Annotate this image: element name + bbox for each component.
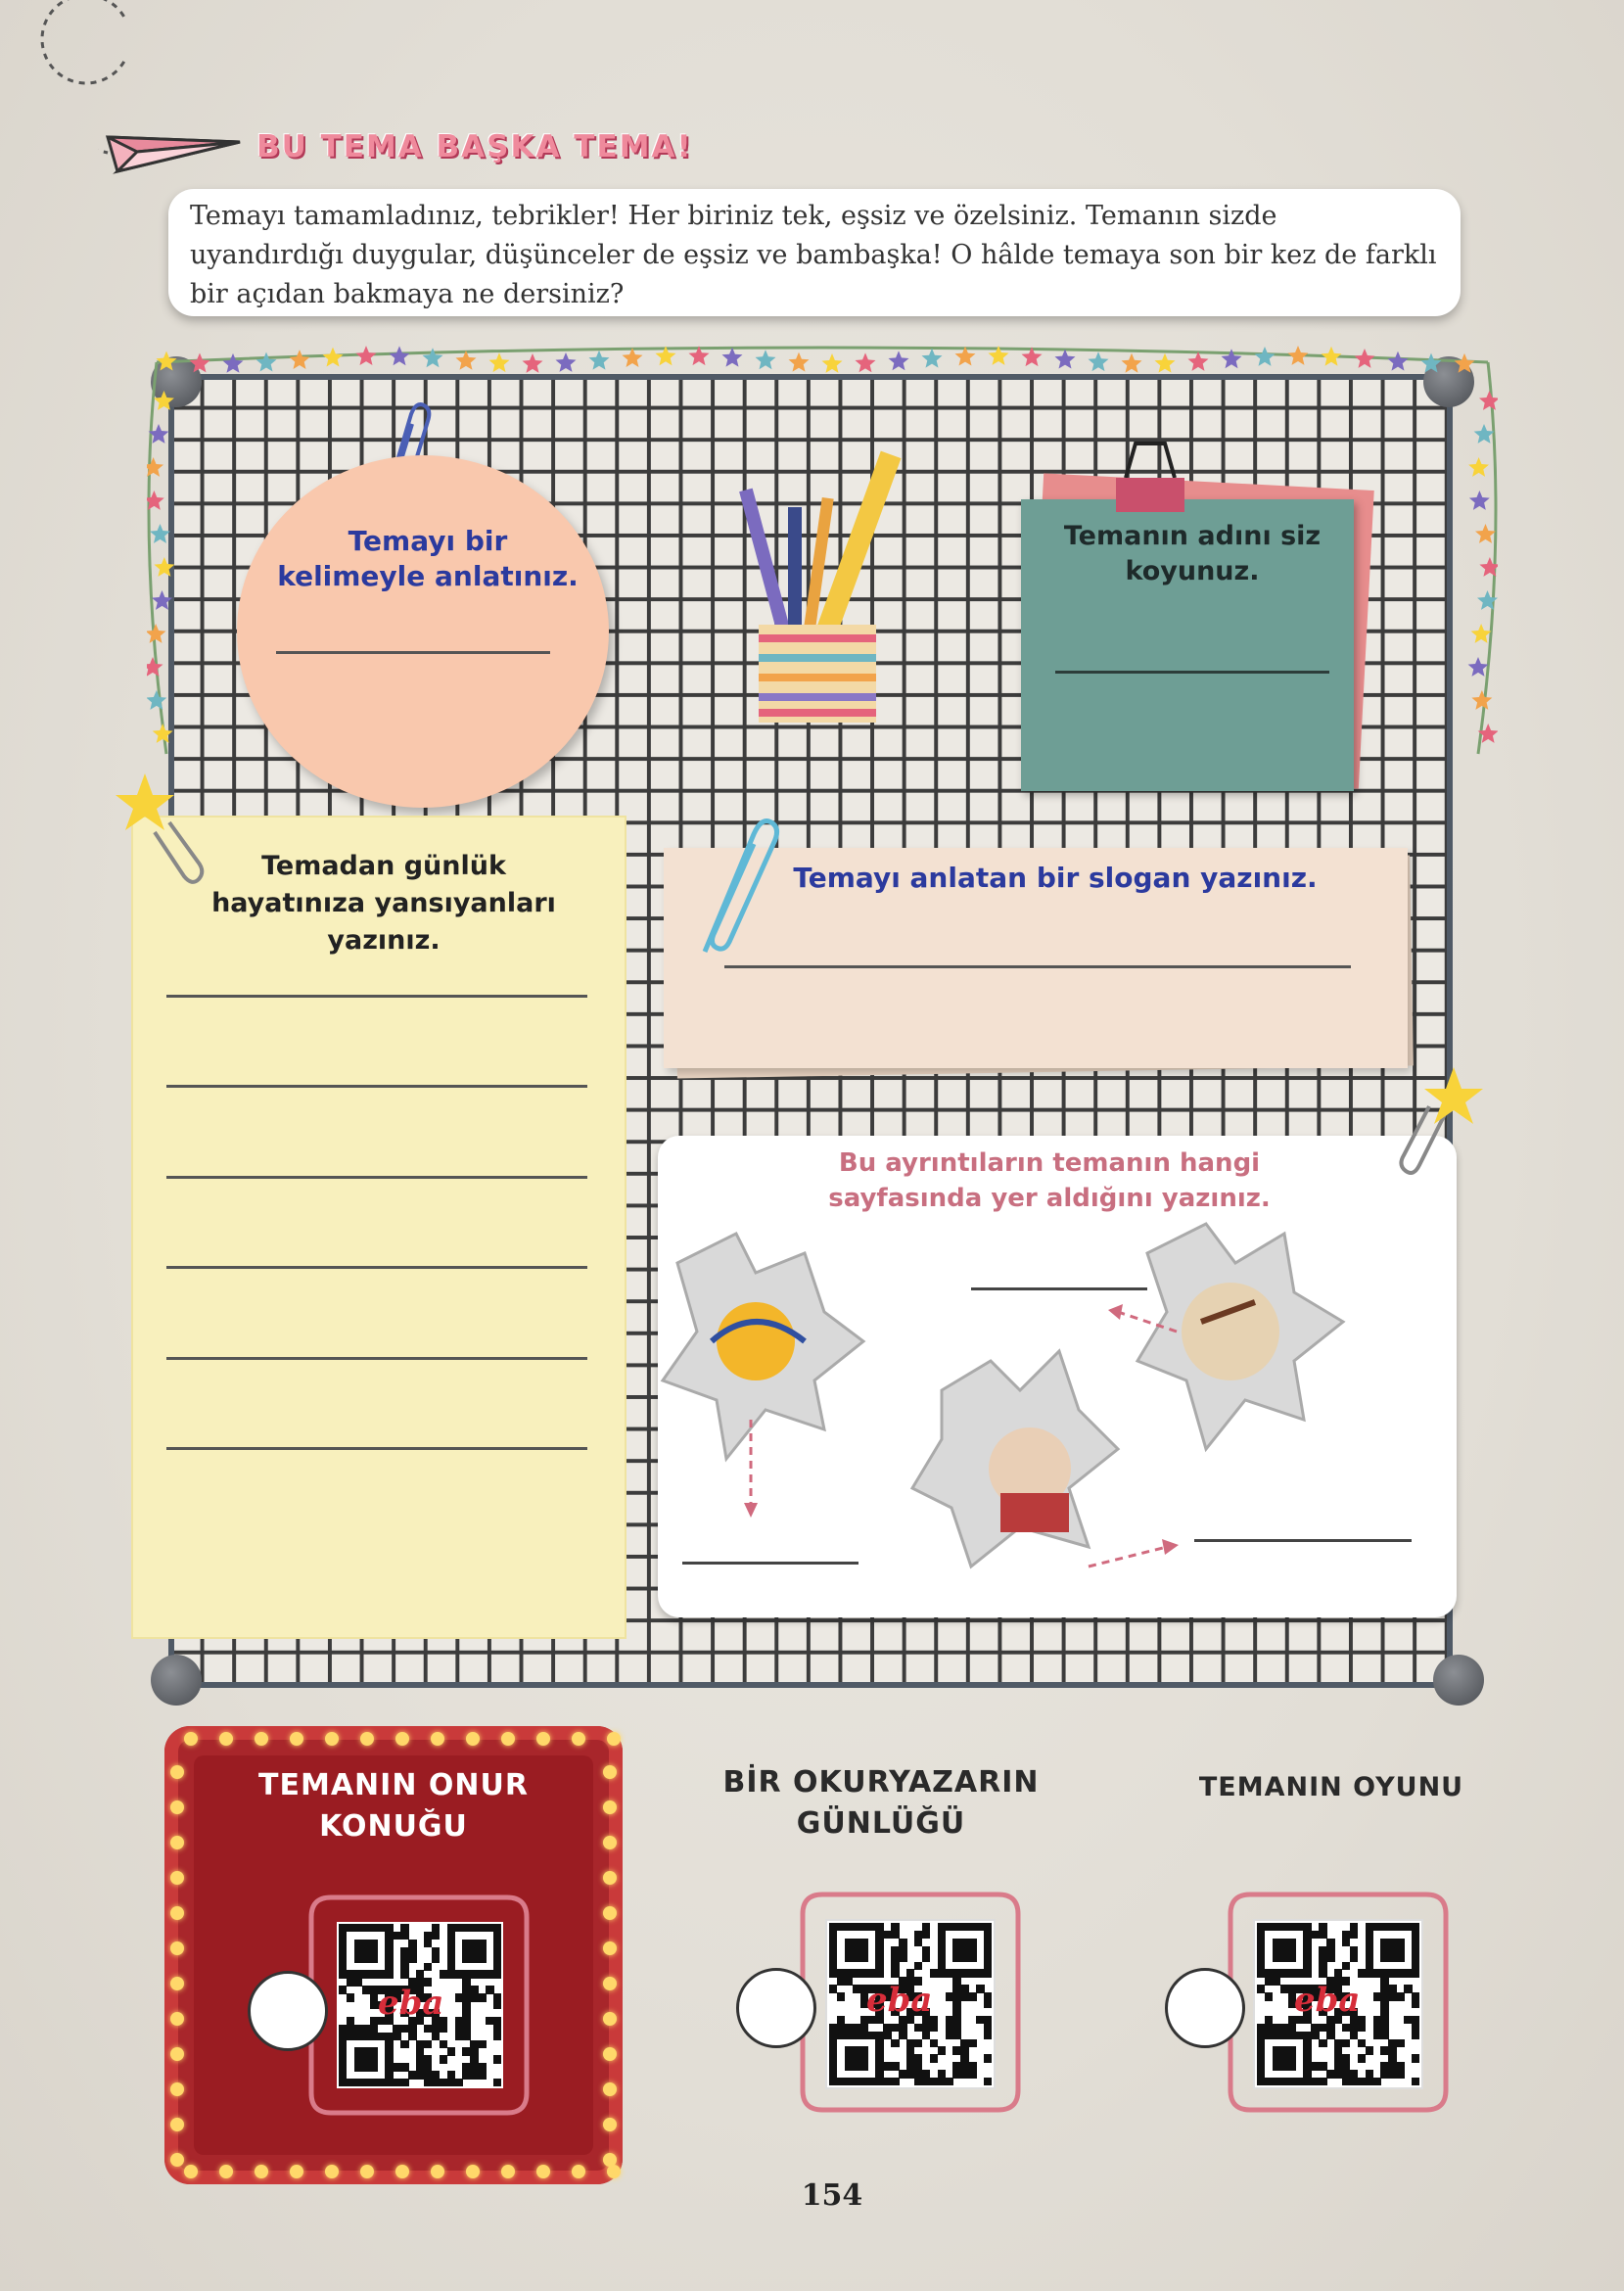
panel2-title: BİR OKURYAZARIN GÜNLÜĞÜ (722, 1765, 1040, 1841)
teal-prompt: Temanın adını siz koyunuz. (1063, 521, 1322, 586)
eba-logo: eba (866, 1981, 933, 2020)
star-paperclip-icon (1390, 1067, 1488, 1194)
qr-frame (292, 1878, 546, 2132)
intro-box (168, 189, 1461, 316)
torn-paper-illustrations (658, 1214, 1457, 1625)
answer-line[interactable] (276, 651, 550, 654)
star-paperclip-icon (116, 773, 213, 891)
answer-line[interactable] (166, 995, 587, 998)
honor-guest-panel (164, 1726, 623, 2184)
screw-icon (1433, 1655, 1484, 1706)
pencil-cup-icon (739, 439, 915, 732)
panel3-title: TEMANIN OYUNU (1198, 1772, 1464, 1802)
detail-prompt: Bu ayrıntıların temanın hangi sayfasında yer aldığını yazınız. (828, 1148, 1271, 1213)
answer-line[interactable] (166, 1176, 587, 1179)
page-number: 154 (801, 2178, 863, 2213)
paper-plane-icon (98, 108, 245, 186)
binder-clip-icon (1106, 439, 1194, 517)
answer-line[interactable] (166, 1085, 587, 1088)
section-title: BU TEMA BAŞKA TEMA! (256, 129, 693, 164)
circle-prompt: Temayı bir kelimeyle anlatınız. (277, 525, 579, 592)
intro-text: Temayı tamamladınız, tebrikler! Her biriniz tek, eşsiz ve özelsiniz. Temanın sizde uyandırdığı duygular, düşünceler de eşsiz ve bambaşka! O hâlde temaya son bir kez de farklı bir açıdan bakmaya ne dersiniz? (190, 201, 1437, 309)
panel1-title: TEMANIN ONUR KONUĞU (258, 1768, 529, 1844)
answer-line[interactable] (166, 1357, 587, 1360)
answer-line[interactable] (1055, 671, 1329, 674)
yellow-note (133, 818, 625, 1637)
phone-scan-icon (1165, 1968, 1245, 2048)
phone-scan-icon (248, 1971, 328, 2051)
yellow-prompt: Temadan günlük hayatınıza yansıyanları yazınız. (211, 851, 556, 956)
slogan-prompt: Temayı anlatan bir slogan yazınız. (793, 862, 1318, 894)
screw-icon (151, 1655, 202, 1706)
answer-line[interactable] (166, 1266, 587, 1269)
phone-scan-icon (736, 1968, 816, 2048)
paperclip-icon (685, 815, 783, 961)
answer-line[interactable] (724, 965, 1351, 968)
teal-note (1021, 499, 1354, 791)
eba-logo: eba (378, 1984, 444, 2023)
answer-line[interactable] (166, 1447, 587, 1450)
qr-frame (783, 1875, 1038, 2129)
dotted-circle-decoration (18, 0, 125, 108)
qr-frame (1211, 1875, 1465, 2129)
eba-logo: eba (1294, 1981, 1361, 2020)
circle-note (237, 455, 609, 808)
